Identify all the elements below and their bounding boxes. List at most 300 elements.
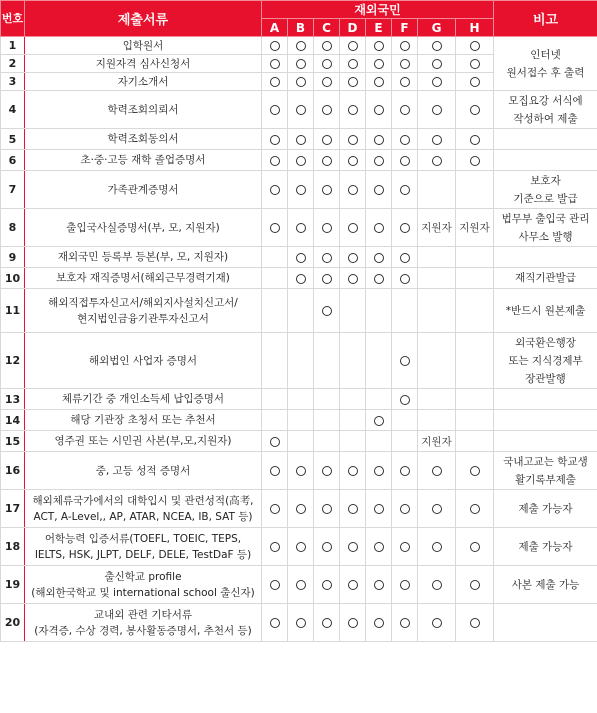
mark-cell-e <box>366 171 392 209</box>
mark-cell-h <box>456 289 494 333</box>
mark-cell-c <box>314 91 340 129</box>
mark-cell-h <box>456 566 494 604</box>
required-circle-icon <box>432 504 442 514</box>
required-circle-icon <box>470 542 480 552</box>
mark-cell-b <box>288 566 314 604</box>
required-circle-icon <box>374 77 384 87</box>
table-row <box>1 37 597 55</box>
mark-cell-h <box>456 37 494 55</box>
mark-cell-b <box>288 73 314 91</box>
required-circle-icon <box>432 542 442 552</box>
row-number: 15 <box>1 431 25 452</box>
required-circle-icon <box>400 580 410 590</box>
table-row <box>1 490 597 528</box>
table-row <box>1 247 597 268</box>
mark-cell-h <box>456 129 494 150</box>
note-cell <box>494 37 597 91</box>
note-cell <box>494 528 597 566</box>
header-number: 번호 <box>1 1 25 37</box>
row-number: 9 <box>1 247 25 268</box>
mark-cell-e <box>366 91 392 129</box>
required-circle-icon <box>348 504 358 514</box>
mark-cell-b <box>288 452 314 490</box>
required-circle-icon <box>296 274 306 284</box>
mark-cell-h <box>456 268 494 289</box>
required-circle-icon <box>400 41 410 51</box>
mark-cell-c <box>314 289 340 333</box>
table-row <box>1 333 597 389</box>
row-number: 8 <box>1 209 25 247</box>
required-circle-icon <box>374 105 384 115</box>
mark-cell-g <box>418 129 456 150</box>
mark-cell-e <box>366 289 392 333</box>
document-name-line: 입학원서 <box>122 39 164 52</box>
required-circle-icon <box>348 253 358 263</box>
mark-cell-f <box>392 73 418 91</box>
mark-cell-f <box>392 490 418 528</box>
mark-cell-d <box>340 333 366 389</box>
required-circle-icon <box>270 156 280 166</box>
mark-cell-d <box>340 268 366 289</box>
mark-cell-g <box>418 91 456 129</box>
mark-cell-b <box>288 37 314 55</box>
table-row <box>1 209 597 247</box>
note-line: 재직기관발급 <box>515 272 576 284</box>
mark-cell-b <box>288 490 314 528</box>
row-number: 16 <box>1 452 25 490</box>
document-name <box>25 73 262 91</box>
mark-cell-a <box>262 73 288 91</box>
row-number: 14 <box>1 410 25 431</box>
required-circle-icon <box>374 135 384 145</box>
required-circle-icon <box>270 466 280 476</box>
required-circle-icon <box>400 59 410 69</box>
required-circle-icon <box>374 253 384 263</box>
mark-cell-c <box>314 73 340 91</box>
mark-cell-f <box>392 410 418 431</box>
mark-cell-d <box>340 490 366 528</box>
mark-cell-e <box>366 333 392 389</box>
required-circle-icon <box>374 185 384 195</box>
document-name-line: 재외국민 등록부 등본(부, 모, 지원자) <box>57 251 229 263</box>
mark-text: 지원자 <box>421 222 452 234</box>
mark-cell-f <box>392 129 418 150</box>
required-circle-icon <box>296 542 306 552</box>
required-circle-icon <box>432 580 442 590</box>
mark-cell-e <box>366 566 392 604</box>
mark-cell-h <box>456 389 494 410</box>
required-circle-icon <box>296 618 306 628</box>
required-circle-icon <box>400 274 410 284</box>
note-line: 사본 제출 가능 <box>511 578 580 591</box>
required-circle-icon <box>322 542 332 552</box>
required-circle-icon <box>270 504 280 514</box>
row-number: 18 <box>1 528 25 566</box>
required-circle-icon <box>432 156 442 166</box>
document-name-line: (해외한국학교 및 international school 출신자) <box>31 586 255 599</box>
required-circle-icon <box>374 618 384 628</box>
mark-cell-h <box>456 410 494 431</box>
mark-cell-g <box>418 490 456 528</box>
mark-cell-f <box>392 209 418 247</box>
mark-cell-h <box>456 55 494 73</box>
mark-cell-e <box>366 150 392 171</box>
document-name <box>25 604 262 642</box>
mark-cell-b <box>288 604 314 642</box>
required-circle-icon <box>432 135 442 145</box>
mark-cell-d <box>340 150 366 171</box>
note-cell <box>494 247 597 268</box>
mark-cell-d <box>340 452 366 490</box>
required-circle-icon <box>400 466 410 476</box>
note-cell <box>494 333 597 389</box>
note-line: 활기록부제출 <box>515 473 576 486</box>
mark-cell-d <box>340 171 366 209</box>
table-row <box>1 150 597 171</box>
note-cell <box>494 129 597 150</box>
note-cell <box>494 566 597 604</box>
row-number: 5 <box>1 129 25 150</box>
note-line: *반드시 원본제출 <box>505 304 586 317</box>
mark-cell-e <box>366 452 392 490</box>
mark-cell-c <box>314 410 340 431</box>
required-circle-icon <box>296 185 306 195</box>
mark-cell-a <box>262 452 288 490</box>
mark-cell-a <box>262 171 288 209</box>
mark-cell-b <box>288 389 314 410</box>
document-name <box>25 91 262 129</box>
required-circle-icon <box>322 223 332 233</box>
mark-cell-a <box>262 289 288 333</box>
document-name-line: 초·중·고등 재학 졸업증명서 <box>80 154 206 166</box>
required-circle-icon <box>470 466 480 476</box>
row-number: 7 <box>1 171 25 209</box>
row-number: 6 <box>1 150 25 171</box>
mark-cell-b <box>288 268 314 289</box>
required-circle-icon <box>348 542 358 552</box>
header-documents: 제출서류 <box>25 1 262 37</box>
mark-cell-c <box>314 37 340 55</box>
required-circle-icon <box>470 618 480 628</box>
note-line: 작성하여 제출 <box>513 112 578 125</box>
mark-cell-e <box>366 490 392 528</box>
required-circle-icon <box>348 41 358 51</box>
mark-cell-d <box>340 37 366 55</box>
document-name-line: 해외체류국가에서의 대학입시 및 관련성적(高考, <box>32 494 254 507</box>
required-circle-icon <box>432 466 442 476</box>
header-col-c: C <box>314 19 340 37</box>
note-line: 외국환은행장 <box>515 336 576 349</box>
required-circle-icon <box>374 41 384 51</box>
required-circle-icon <box>348 466 358 476</box>
table-row <box>1 268 597 289</box>
required-circle-icon <box>270 77 280 87</box>
mark-cell-c <box>314 452 340 490</box>
required-circle-icon <box>374 542 384 552</box>
mark-cell-e <box>366 55 392 73</box>
row-number: 4 <box>1 91 25 129</box>
mark-cell-d <box>340 604 366 642</box>
mark-cell-h <box>456 247 494 268</box>
note-line: 기준으로 발급 <box>513 192 578 205</box>
mark-cell-g <box>418 171 456 209</box>
required-circle-icon <box>270 542 280 552</box>
mark-cell-b <box>288 55 314 73</box>
mark-cell-b <box>288 247 314 268</box>
required-circle-icon <box>400 542 410 552</box>
mark-cell-c <box>314 490 340 528</box>
mark-cell-e <box>366 604 392 642</box>
mark-cell-e <box>366 247 392 268</box>
mark-cell-c <box>314 209 340 247</box>
mark-cell-b <box>288 171 314 209</box>
header-col-f: F <box>392 19 418 37</box>
required-circle-icon <box>270 41 280 51</box>
mark-cell-d <box>340 528 366 566</box>
mark-cell-f <box>392 431 418 452</box>
document-name <box>25 129 262 150</box>
required-circle-icon <box>348 274 358 284</box>
mark-cell-a <box>262 410 288 431</box>
mark-cell-d <box>340 566 366 604</box>
required-circle-icon <box>322 253 332 263</box>
required-circle-icon <box>270 437 280 447</box>
required-circle-icon <box>296 59 306 69</box>
mark-cell-a <box>262 528 288 566</box>
required-circle-icon <box>296 135 306 145</box>
mark-cell-e <box>366 431 392 452</box>
mark-cell-h <box>456 73 494 91</box>
required-circle-icon <box>374 416 384 426</box>
mark-cell-f <box>392 566 418 604</box>
mark-cell-g <box>418 247 456 268</box>
document-name <box>25 209 262 247</box>
required-circle-icon <box>432 77 442 87</box>
required-circle-icon <box>322 77 332 87</box>
table-row <box>1 604 597 642</box>
mark-cell-g <box>418 389 456 410</box>
required-circle-icon <box>374 580 384 590</box>
document-name-line: 중, 고등 성적 증명서 <box>95 464 191 477</box>
mark-cell-c <box>314 247 340 268</box>
mark-cell-g <box>418 209 456 247</box>
mark-cell-g <box>418 73 456 91</box>
mark-cell-c <box>314 604 340 642</box>
document-name-line: (자격증, 수상 경력, 봉사활동증명서, 추천서 등) <box>34 624 252 637</box>
required-circle-icon <box>400 504 410 514</box>
row-number: 12 <box>1 333 25 389</box>
mark-cell-b <box>288 333 314 389</box>
mark-cell-h <box>456 91 494 129</box>
mark-cell-d <box>340 410 366 431</box>
required-circle-icon <box>400 356 410 366</box>
table-row <box>1 528 597 566</box>
header-col-a: A <box>262 19 288 37</box>
mark-cell-f <box>392 55 418 73</box>
required-circle-icon <box>296 580 306 590</box>
mark-cell-c <box>314 566 340 604</box>
required-circle-icon <box>296 223 306 233</box>
document-name <box>25 389 262 410</box>
note-cell <box>494 171 597 209</box>
row-number: 1 <box>1 37 25 55</box>
note-cell <box>494 389 597 410</box>
row-number: 20 <box>1 604 25 642</box>
required-circle-icon <box>296 466 306 476</box>
document-name <box>25 528 262 566</box>
mark-cell-a <box>262 566 288 604</box>
header-col-e: E <box>366 19 392 37</box>
document-name <box>25 333 262 389</box>
required-circle-icon <box>348 105 358 115</box>
mark-cell-a <box>262 490 288 528</box>
mark-cell-f <box>392 247 418 268</box>
mark-cell-g <box>418 604 456 642</box>
mark-cell-h <box>456 452 494 490</box>
required-circle-icon <box>296 105 306 115</box>
row-number: 2 <box>1 55 25 73</box>
required-circle-icon <box>470 580 480 590</box>
header-note: 비고 <box>494 1 597 37</box>
note-cell <box>494 604 597 642</box>
header-col-d: D <box>340 19 366 37</box>
document-name <box>25 55 262 73</box>
required-circle-icon <box>400 395 410 405</box>
required-circle-icon <box>322 466 332 476</box>
required-circle-icon <box>374 59 384 69</box>
mark-cell-b <box>288 431 314 452</box>
document-name-line: 어학능력 입증서류(TOEFL, TOEIC, TEPS, <box>44 532 242 545</box>
mark-cell-a <box>262 268 288 289</box>
mark-cell-a <box>262 247 288 268</box>
required-circle-icon <box>400 77 410 87</box>
document-name-line: ACT, A-Level,, AP, ATAR, NCEA, IB, SAT 등) <box>33 510 253 523</box>
required-circle-icon <box>470 504 480 514</box>
mark-cell-h <box>456 209 494 247</box>
mark-cell-d <box>340 431 366 452</box>
mark-cell-a <box>262 150 288 171</box>
mark-cell-h <box>456 150 494 171</box>
document-name-line: 현지법인금융기관투자신고서 <box>77 312 209 325</box>
row-number: 19 <box>1 566 25 604</box>
mark-cell-g <box>418 289 456 333</box>
document-name <box>25 410 262 431</box>
mark-cell-f <box>392 604 418 642</box>
required-circle-icon <box>348 618 358 628</box>
required-circle-icon <box>400 185 410 195</box>
note-cell <box>494 289 597 333</box>
required-circle-icon <box>322 504 332 514</box>
required-circle-icon <box>432 105 442 115</box>
mark-cell-c <box>314 333 340 389</box>
required-circle-icon <box>374 504 384 514</box>
note-line: 제출 가능자 <box>518 502 573 515</box>
table-row <box>1 171 597 209</box>
table-row <box>1 129 597 150</box>
mark-text: 지원자 <box>421 435 452 448</box>
mark-cell-f <box>392 289 418 333</box>
required-circle-icon <box>470 59 480 69</box>
mark-cell-g <box>418 150 456 171</box>
required-circle-icon <box>400 135 410 145</box>
note-cell <box>494 209 597 247</box>
row-number: 3 <box>1 73 25 91</box>
mark-cell-g <box>418 410 456 431</box>
mark-cell-c <box>314 431 340 452</box>
note-cell <box>494 268 597 289</box>
document-name-line: 자기소개서 <box>117 75 169 88</box>
mark-cell-f <box>392 91 418 129</box>
table-row <box>1 431 597 452</box>
required-circle-icon <box>322 41 332 51</box>
required-circle-icon <box>270 185 280 195</box>
mark-cell-h <box>456 333 494 389</box>
document-name <box>25 268 262 289</box>
mark-cell-a <box>262 91 288 129</box>
required-circle-icon <box>296 156 306 166</box>
mark-cell-f <box>392 389 418 410</box>
document-name-line: 가족관계증명서 <box>107 183 179 196</box>
mark-cell-e <box>366 37 392 55</box>
document-name <box>25 171 262 209</box>
document-name-line: 해외법인 사업자 증명서 <box>88 354 198 367</box>
document-name <box>25 289 262 333</box>
note-line: 제출 가능자 <box>518 540 573 553</box>
mark-cell-e <box>366 73 392 91</box>
document-name-line: 체류기간 중 개인소득세 납입증명서 <box>61 393 225 405</box>
required-circle-icon <box>348 156 358 166</box>
document-name <box>25 452 262 490</box>
document-name-line: 해당 기관장 초청서 또는 추천서 <box>70 414 216 426</box>
mark-cell-e <box>366 389 392 410</box>
required-circle-icon <box>322 105 332 115</box>
required-circle-icon <box>322 274 332 284</box>
mark-cell-g <box>418 431 456 452</box>
header-col-b: B <box>288 19 314 37</box>
mark-cell-f <box>392 150 418 171</box>
mark-cell-h <box>456 604 494 642</box>
required-circle-icon <box>322 306 332 316</box>
mark-cell-a <box>262 209 288 247</box>
document-name-line: 영주권 또는 시민권 사본(부,모,지원자) <box>54 435 232 447</box>
mark-cell-h <box>456 431 494 452</box>
required-circle-icon <box>270 223 280 233</box>
mark-cell-g <box>418 452 456 490</box>
required-circle-icon <box>348 77 358 87</box>
document-name-line: 지원자격 심사신청서 <box>95 57 191 70</box>
required-circle-icon <box>322 156 332 166</box>
required-circle-icon <box>374 223 384 233</box>
document-name <box>25 566 262 604</box>
required-circle-icon <box>322 618 332 628</box>
mark-cell-g <box>418 528 456 566</box>
note-line: 국내고교는 학교생 <box>503 455 588 468</box>
mark-cell-c <box>314 129 340 150</box>
required-circle-icon <box>400 253 410 263</box>
header-col-g: G <box>418 19 456 37</box>
document-name-line: IELTS, HSK, JLPT, DELF, DELE, TestDaF 등) <box>34 548 252 561</box>
mark-cell-a <box>262 604 288 642</box>
note-line: 보호자 <box>530 174 561 187</box>
required-circle-icon <box>400 618 410 628</box>
mark-cell-h <box>456 528 494 566</box>
mark-cell-g <box>418 333 456 389</box>
mark-cell-a <box>262 129 288 150</box>
required-circle-icon <box>270 580 280 590</box>
mark-cell-b <box>288 289 314 333</box>
note-line: 또는 지식경제부 <box>508 354 583 367</box>
mark-cell-c <box>314 528 340 566</box>
